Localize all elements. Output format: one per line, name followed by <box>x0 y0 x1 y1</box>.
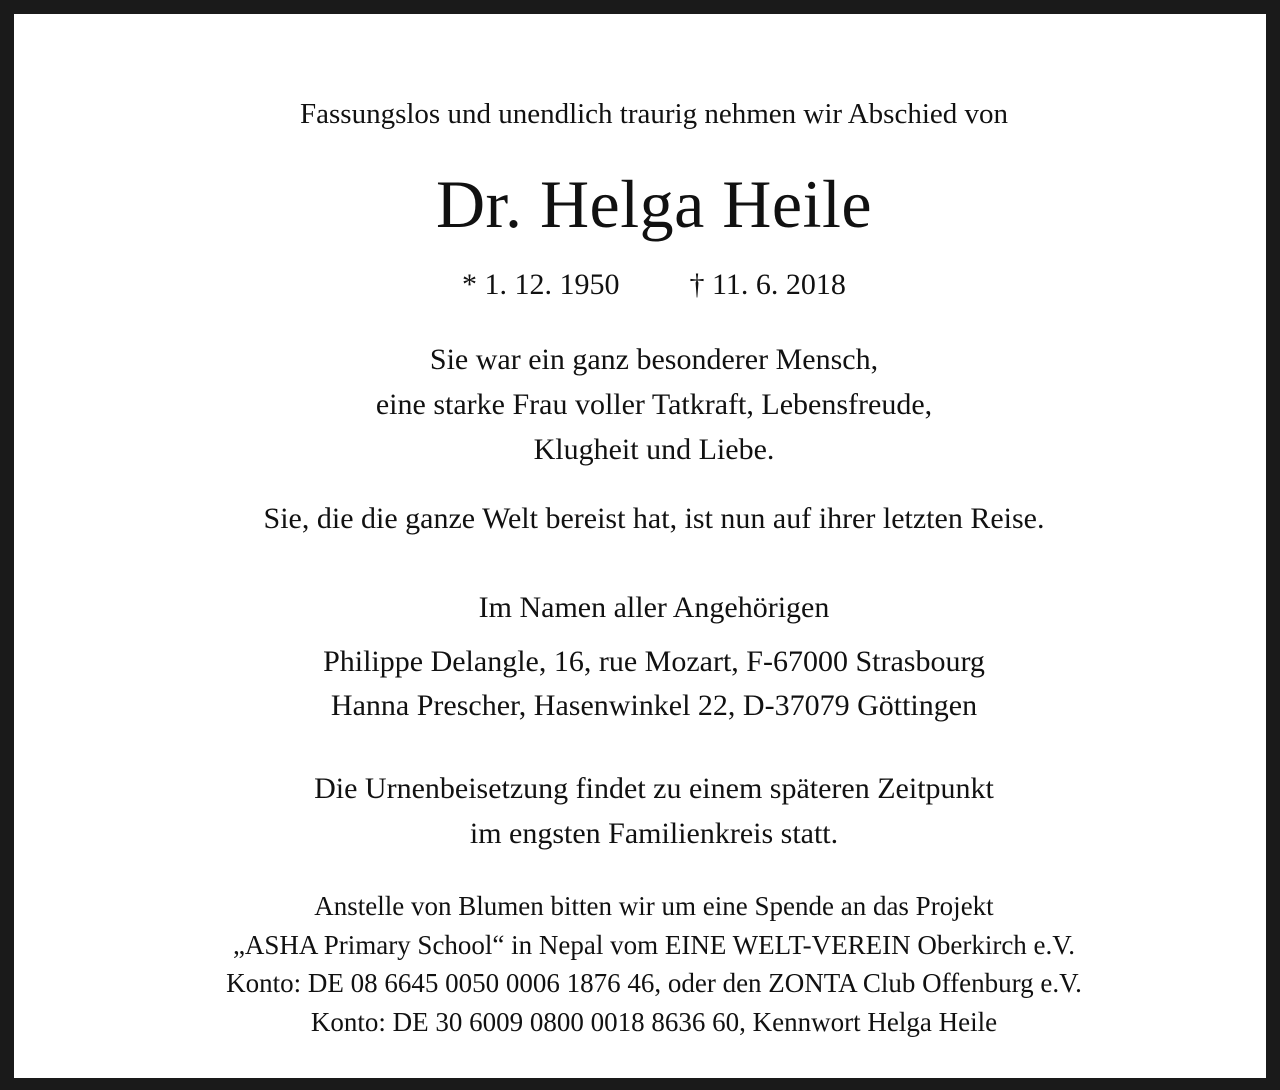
burial-line-1: Die Urnenbeisetzung findet zu einem späteren Zeitpunkt <box>314 772 994 805</box>
donation-line-4: Konto: DE 30 6009 0800 0018 8636 60, Kennwort Helga Heile <box>310 1007 998 1037</box>
address-line-2: Hanna Prescher, Hasenwinkel 22, D-37079 Göttingen <box>330 689 978 722</box>
tribute-line-2: eine starke Frau voller Tatkraft, Lebensfreude, <box>375 388 933 421</box>
intro-text: Fassungslos und unendlich traurig nehmen wir Abschied von <box>300 98 1008 130</box>
deceased-name: Dr. Helga Heile <box>435 166 873 242</box>
donation-line-3: Konto: DE 08 6645 0050 0006 1876 46, oder den ZONTA Club Offenburg e.V. <box>226 968 1082 998</box>
donation-line-1: Anstelle von Blumen bitten wir um eine Spende an das Projekt <box>314 891 994 921</box>
life-dates <box>14 270 1280 300</box>
tribute-line-3: Klugheit und Liebe. <box>533 433 775 466</box>
burial-line-2: im engsten Familienkreis statt. <box>469 817 839 850</box>
tribute-line-1: Sie war ein ganz besonderer Mensch, <box>429 343 879 376</box>
donation-line-2: „ASHA Primary School“ in Nepal vom EINE WELT-VEREIN Oberkirch e.V. <box>232 930 1076 960</box>
birth-date: * 1. 12. 1950 <box>462 268 620 301</box>
address-line-1: Philippe Delangle, 16, rue Mozart, F-67000 Strasbourg <box>323 645 985 678</box>
death-date: † 11. 6. 2018 <box>689 268 846 301</box>
on-behalf-text: Im Namen aller Angehörigen <box>478 591 830 624</box>
journey-text: Sie, die die ganze Welt bereist hat, ist nun auf ihrer letzten Reise. <box>263 502 1045 535</box>
